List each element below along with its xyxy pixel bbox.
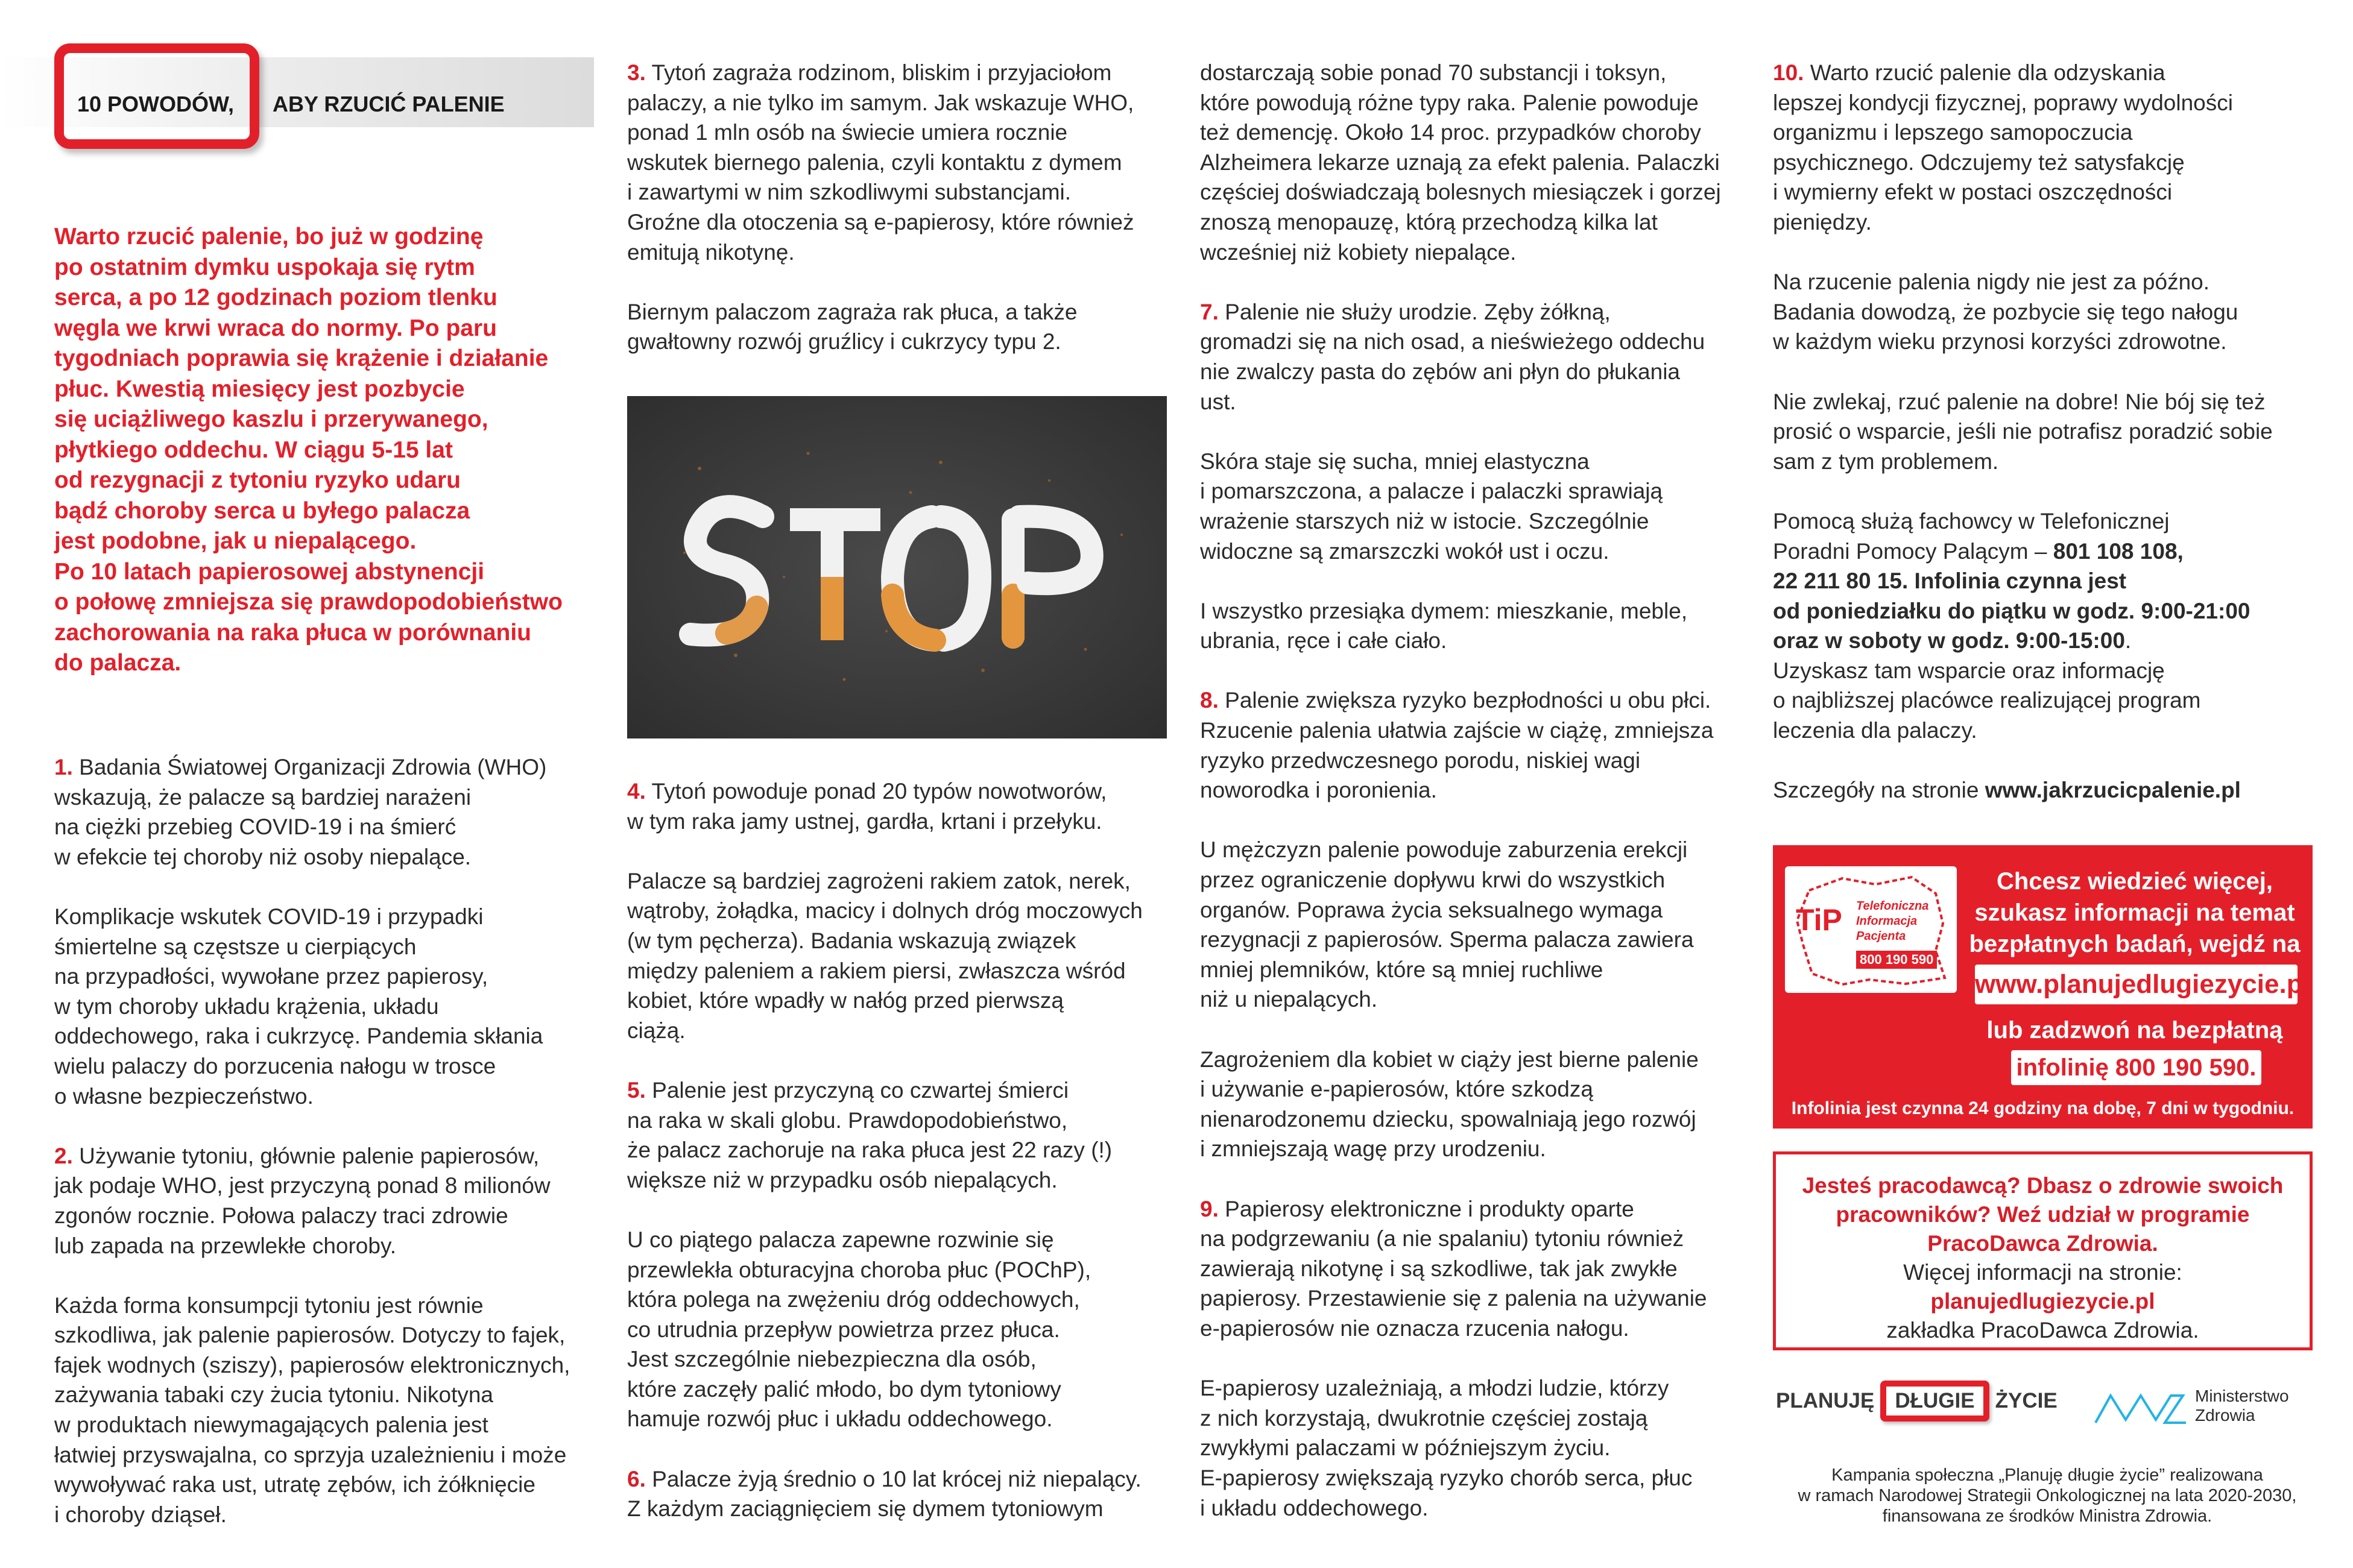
- reason-number: 1.: [54, 755, 73, 779]
- info-line-3: bezpłatnych badań, wejdź na: [1969, 931, 2301, 957]
- reason-number: 9.: [1200, 1196, 1219, 1221]
- details-label: Szczegóły na stronie: [1773, 778, 1985, 803]
- reason-6: [627, 1464, 1170, 1524]
- paragraph: U mężczyzn palenie powoduje zaburzenia erekcji przez ograniczenie dopływu krwi do wszystkich organów. Poprawa życia seksualnego wymaga rezygnacji z papierosów. Sperma palacza zawiera mniej plemników, które są mniej ruchliwe niż u niepalących.: [1200, 837, 1694, 1012]
- cigarette-stop-graphic: [627, 396, 1167, 738]
- logo-word-dlugie: DŁUGIE: [1880, 1381, 1989, 1422]
- reason-text: Tytoń powoduje ponad 20 typów nowotworów, w tym raka jamy ustnej, gardła, krtani i przełyku.: [627, 779, 1107, 834]
- reason-7: [1200, 297, 1743, 417]
- tip-logo-line3: Pacjenta: [1856, 930, 1906, 943]
- tip-logo-line1: Telefoniczna: [1856, 899, 1929, 913]
- reason-text: Papierosy elektroniczne i produkty oparte na podgrzewaniu (a nie spalaniu) tytoniu również zawierają nikotynę i są szkodliwe, tak jak zwykłe papierosy. Przestawienie się z palenia na używanie e-papierosów nie oznacza rzucenia nałogu.: [1200, 1196, 1707, 1341]
- reason-number: 7.: [1200, 299, 1219, 324]
- logo-word-planuje: PLANUJĘ: [1776, 1389, 1875, 1412]
- reason-text: Warto rzucić palenie dla odzyskania lepszej kondycji fizycznej, poprawy wydolności organizmu i lepszego samopoczucia psychicznego. Odczujemy też satysfakcję i wymierny efekt w postaci oszczędności pieniędzy.: [1773, 60, 2233, 235]
- paragraph: dostarczają sobie ponad 70 substancji i toksyn, które powodują różne typy raka. Palenie powoduje też demencję. Około 14 proc. przypadków choroby Alzheimera lekarze uznają za efekt palenia. Palaczki częściej doświadczają bolesnych miesiączek i gorzej znoszą menopauzę, którą przechodzą kilka lat wcześniej niż kobiety niepalące.: [1200, 60, 1721, 265]
- details-paragraph: [1773, 775, 2319, 805]
- tip-logo: [1785, 866, 1957, 993]
- reason-text: Palenie nie służy urodzie. Zęby żółkną, gromadzi się na nich osad, a nieświeżego oddechu nie zwalczy pasta do zębów ani płyn do płukania ust.: [1200, 299, 1705, 414]
- reason-number: 10.: [1773, 60, 1804, 85]
- reason-number: 2.: [54, 1143, 73, 1168]
- employer-more-info: Więcej informacji na stronie:: [1903, 1260, 2182, 1285]
- reason-10: [1773, 58, 2319, 238]
- paragraph: Zagrożeniem dla kobiet w ciąży jest bierne palenie i używanie e-papierosów, które szkodzą nienarodzonemu dziecku, spowalniają jego rozwój i zmniejszają wagę przy urodzeniu.: [1200, 1047, 1699, 1162]
- planuje-url-link[interactable]: www.planujedlugiezycie.pl: [1975, 965, 2298, 1004]
- reason-1: [54, 752, 597, 872]
- ministry-mz-icon: [2092, 1387, 2189, 1429]
- tip-logo-line2: Informacja: [1856, 915, 1918, 928]
- info-line-1: Chcesz wiedzieć więcej,: [1997, 868, 2273, 895]
- reason-text: Badania Światowej Organizacji Zdrowia (WHO) wskazują, że palacze są bardziej narażeni na ciężki przebieg COVID-19 i na śmierć w efekcie tej choroby niż osoby niepalące.: [54, 755, 547, 869]
- campaign-footer: Kampania społeczna „Planuję długie życie” realizowana w ramach Narodowej Strategii Onkologicznej na lata 2020-2030, finansowana ze środków Ministra Zdrowia.: [1798, 1466, 2297, 1526]
- intro-paragraph: Warto rzucić palenie, bo już w godzinę po ostatnim dymku uspokaja się rytm serca, a po 12 godzinach poziom tlenku węgla we krwi wraca do normy. Po paru tygodniach poprawia się krążenie i działanie płuc. Kwestią miesięcy jest pozbycie się uciążliwego kaszlu i przerywanego, płytkiego oddechu. W ciągu 5-15 lat od rezygnacji z tytoniu ryzyko udaru bądź choroby serca u byłego palacza jest podobne, jak u niepalącego. Po 10 latach papierosowej abstynencji o połowę zmniejsza się prawdopodobieństwo zachorowania na raka płuca w porównaniu do palacza.: [54, 224, 563, 676]
- reason-2: [54, 1141, 597, 1261]
- info-footer: Infolinia jest czynna 24 godziny na dobę, 7 dni w tygodniu.: [1791, 1098, 2295, 1118]
- reason-text: Tytoń zagraża rodzinom, bliskim i przyjaciołom palaczy, a nie tylko im samym. Jak wskazuje WHO, ponad 1 mln osób na świecie umiera rocznie wskutek biernego palenia, czyli kontaktu z dymem i zawartymi w nim szkodliwymi substancjami. Groźne dla otoczenia są e-papierosy, które również emitują nikotynę.: [627, 60, 1134, 265]
- reason-number: 4.: [627, 779, 646, 804]
- paragraph: Biernym palaczom zagraża rak płuca, a także gwałtowny rozwój gruźlicy i cukrzycy typu 2.: [627, 299, 1078, 354]
- paragraph: Skóra staje się sucha, mniej elastyczna i pomarszczona, a palacze i palaczki sprawiają wrażenie starszych niż w istocie. Szczególnie widoczne są zmarszczki wokół ust i oczu.: [1200, 449, 1663, 564]
- stop-cigarettes-photo: [627, 396, 1167, 738]
- employer-url-link[interactable]: planujedlugiezycie.pl: [1930, 1289, 2155, 1314]
- paragraph: Komplikacje wskutek COVID-19 i przypadki śmiertelne są częstsze u cierpiących na przypadłości, wywołane przez papierosy, w tym choroby układu krążenia, układu oddechowego, raka i cukrzycę. Pandemia skłania wielu palaczy do porzucenia nałogu w trosce o własne bezpieczeństwo.: [54, 904, 543, 1109]
- logo-word-zycie: ŻYCIE: [1995, 1389, 2058, 1412]
- ministry-logo: [2092, 1382, 2298, 1433]
- tip-logo-text: TiP: [1796, 903, 1842, 937]
- reason-text: Palacze żyją średnio o 10 lat krócej niż niepalący. Z każdym zaciągnięciem się dymem tytoniowym: [627, 1466, 1142, 1522]
- details-link[interactable]: www.jakrzucicpalenie.pl: [1985, 778, 2241, 803]
- reason-text: Palenie jest przyczyną co czwartej śmierci na raka w skali globu. Prawdopodobieństwo, że palacz zachoruje na raka płuca jest 22 razy (!) większe niż w przypadku osób niepalących.: [627, 1077, 1113, 1192]
- paragraph: Na rzucenie palenia nigdy nie jest za późno. Badania dowodzą, że pozbycie się tego nałogu w każdym wieku przynosi korzyści zdrowotne.: [1773, 269, 2238, 354]
- planuje-dlugie-zycie-logo: [1776, 1381, 2058, 1422]
- hotline-pill[interactable]: infolinię 800 190 590.: [2011, 1050, 2261, 1085]
- hotline-intro: Pomocą służą fachowcy w Telefonicznej Poradni Pomocy Palącym –: [1773, 508, 2170, 564]
- column-4: [1773, 58, 2319, 835]
- paragraph: I wszystko przesiąka dymem: mieszkanie, meble, ubrania, ręce i całe ciało.: [1200, 598, 1688, 653]
- paragraph: U co piątego palacza zapewne rozwinie się przewlekła obturacyjna choroba płuc (POChP), która polega na zwężeniu dróg oddechowych, co utrudnia przepływ powietrza przez płuca. Jest szczególnie niebezpieczna dla osób, które zaczęły palić młodo, bo dym tytoniowy hamuje rozwój płuc i układu oddechowego.: [627, 1227, 1091, 1432]
- column-2-continued: [627, 776, 1170, 1554]
- header-title-right: ABY RZUCIĆ PALENIE: [273, 92, 505, 116]
- reason-text: Używanie tytoniu, głównie palenie papierosów, jak podaje WHO, jest przyczyną ponad 8 milionów zgonów rocznie. Połowa palaczy traci zdrowie lub zapada na przewlekłe choroby.: [54, 1143, 551, 1258]
- reason-number: 6.: [627, 1466, 646, 1491]
- column-2: [627, 58, 1170, 387]
- paragraph: E-papierosy uzależniają, a młodzi ludzie, którzy z nich korzystają, dwukrotnie częściej zostają zwykłymi palaczami w późniejszym życiu. E-papierosy zwiększają ryzyko chorób serca, płuc i układu oddechowego.: [1200, 1376, 1693, 1520]
- header-title-left: 10 POWODÓW,: [77, 92, 235, 116]
- reason-number: 3.: [627, 60, 646, 85]
- reason-8: [1200, 685, 1743, 805]
- employer-question: Jesteś pracodawcą? Dbasz o zdrowie swoich pracowników? Weź udział w programie PracoDawca Zdrowia.: [1802, 1173, 2284, 1256]
- reason-number: 5.: [627, 1077, 646, 1103]
- info-box: [1773, 845, 2313, 1129]
- tip-logo-phone: 800 190 590: [1856, 951, 1937, 969]
- reason-4: [627, 776, 1170, 836]
- paragraph: Nie zwlekaj, rzuć palenie na dobre! Nie bój się też prosić o wsparcie, jeśli nie potrafisz poradzić sobie sam z tym problemem.: [1773, 389, 2273, 474]
- reason-text: Palenie zwiększa ryzyko bezpłodności u obu płci. Rzucenie palenia ułatwia zajście w ciążę, zmniejsza ryzyko przedwczesnego porodu, niskiej wagi noworodka i poronienia.: [1200, 688, 1714, 803]
- reason-number: 8.: [1200, 688, 1219, 713]
- reason-9: [1200, 1194, 1743, 1344]
- ministry-name-2: Zdrowia: [2195, 1406, 2255, 1425]
- employer-box: [1773, 1151, 2313, 1350]
- paragraph: Każda forma konsumpcji tytoniu jest równie szkodliwa, jak palenie papierosów. Dotyczy to fajek, fajek wodnych (sziszy), papierosów elektronicznych, zażywania tabaki czy żucia tytoniu. Nikotyna w produktach niewymagających palenia jest łatwiej przyswajalna, co sprzyja uzależnieniu i może wywoływać raka ust, utratę zębów, ich żółknięcie i choroby dziąseł.: [54, 1292, 570, 1527]
- column-3: [1200, 58, 1743, 1553]
- hotline-paragraph: [1773, 506, 2319, 746]
- paragraph: Palacze są bardziej zagrożeni rakiem zatok, nerek, wątroby, żołądka, macicy i dolnych dróg moczowych (w tym pęcherza). Badania wskazują związek między paleniem a rakiem piersi, zwłaszcza wśród kobiet, które wpadły w nałóg przed pierwszą ciążą.: [627, 868, 1143, 1043]
- reason-3: [627, 58, 1170, 267]
- info-line-2: szukasz informacji na temat: [1974, 899, 2295, 926]
- ministry-name-1: Ministerstwo: [2195, 1387, 2289, 1405]
- hotline-outro: . Uzyskasz tam wsparcie oraz informację o najbliższej placówce realizującej program leczenia dla palaczy.: [1773, 628, 2201, 743]
- info-line-4: lub zadzwoń na bezpłatną: [1986, 1017, 2283, 1044]
- reason-5: [627, 1075, 1170, 1195]
- column-1: [54, 752, 597, 1560]
- employer-tab: zakładka PracoDawca Zdrowia.: [1886, 1318, 2199, 1343]
- hotline-numbers-hours: 801 108 108, 22 211 80 15. Infolinia czynna jest od poniedziałku do piątku w godz. 9:00-21:00 oraz w soboty w godz. 9:00-15:00: [1773, 538, 2250, 653]
